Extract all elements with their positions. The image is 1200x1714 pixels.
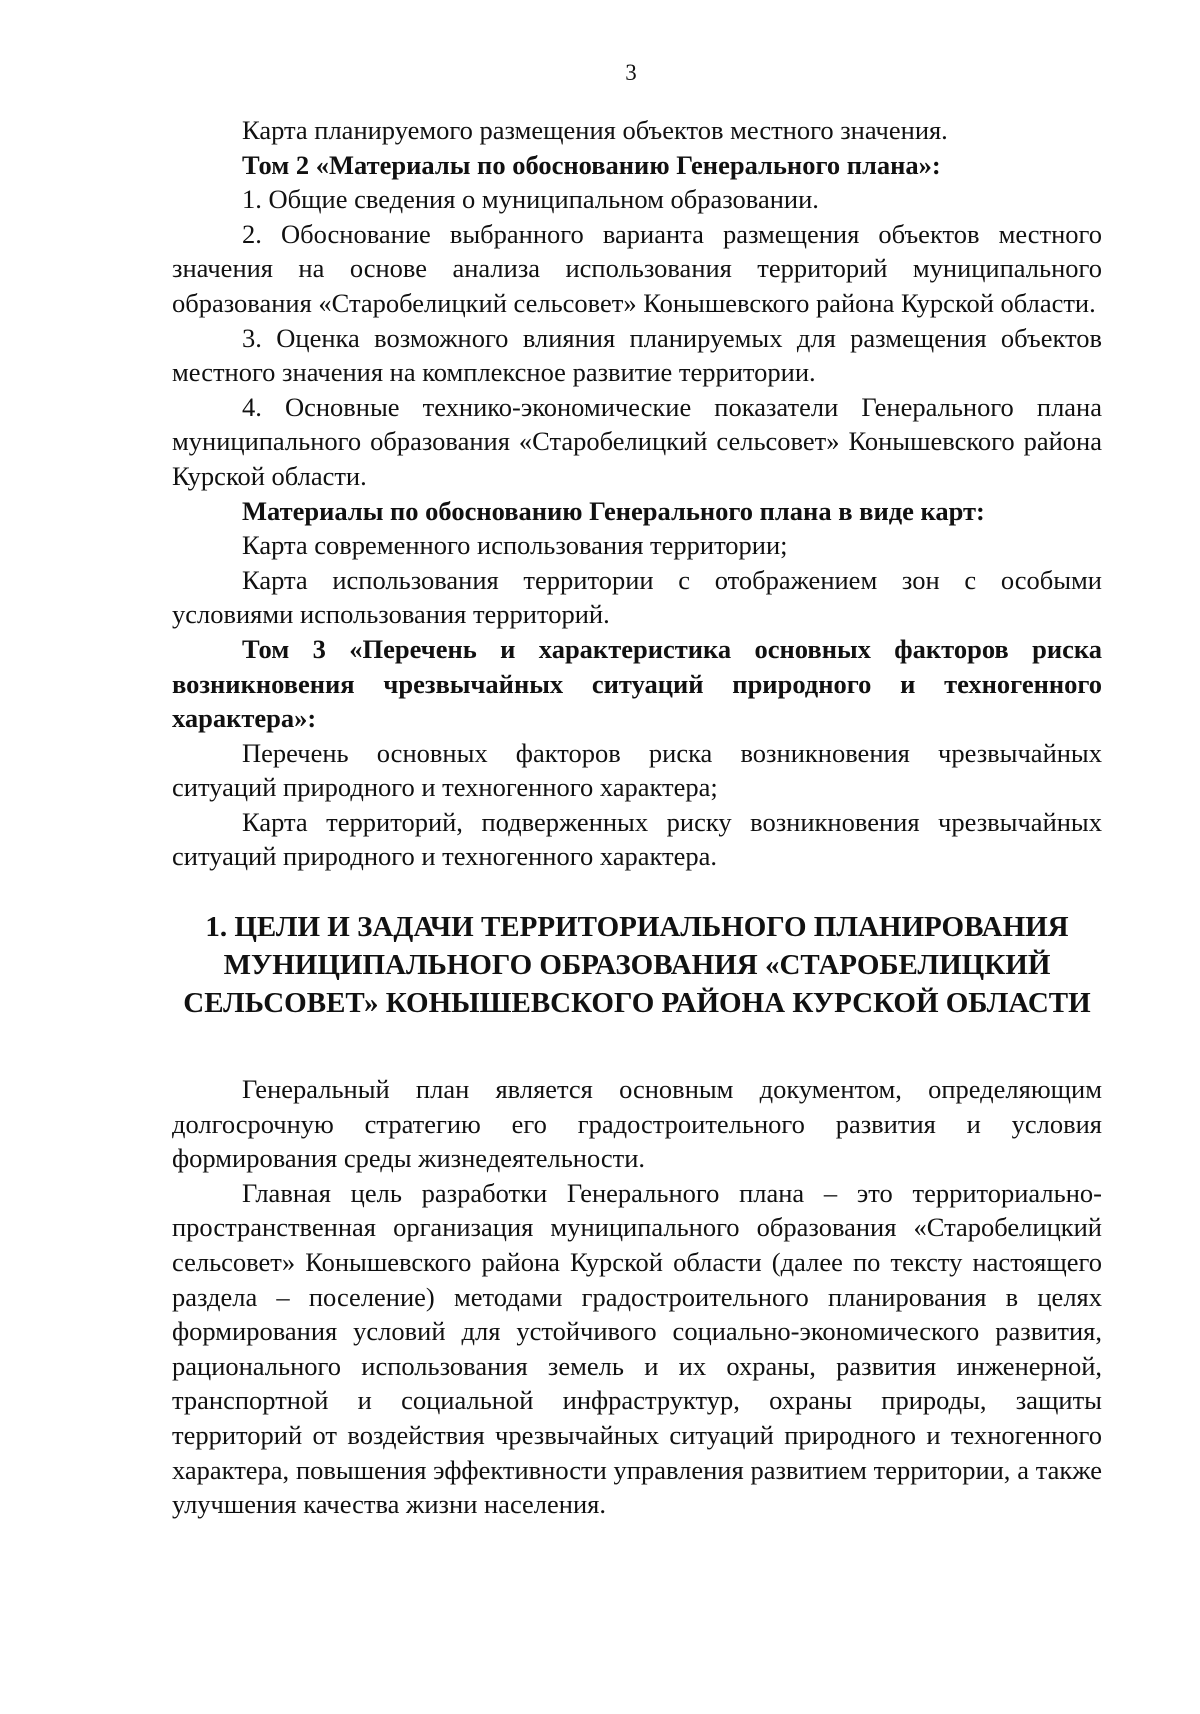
paragraph-map-current-use: Карта современного использования территории;: [242, 530, 788, 561]
maps-materials-heading: Материалы по обоснованию Генерального плана в виде карт:: [242, 495, 985, 526]
page-number: 3: [625, 60, 637, 85]
section-spacer: [172, 1022, 1102, 1072]
paragraph-map-planned-objects: Карта планируемого размещения объектов местного значения.: [242, 115, 948, 145]
section-heading: [172, 908, 1102, 1022]
paragraph-risk-factors-list: Перечень основных факторов риска возникновения чрезвычайных ситуаций природного и техногенного характера;: [172, 737, 1102, 803]
list-item-4: 4. Основные технико-экономические показатели Генерального плана муниципального образования «Старобелицкий сельсовет» Конышевского района Курской области.: [172, 391, 1102, 491]
paragraph-main-goal: Главная цель разработки Генерального плана – это территориально-пространственная организация муниципального образования «Старобелицкий сельсовет» Конышевского района Курской области (далее по тексту настоящего раздела – поселение) методами градостроительного планирования в целях формирования условий для устойчивого социально-экономического развития, рационального использования земель и их охраны, развития инженерной, транспортной и социальной инфраструктур, охраны природы, защиты территорий от воздействия чрезвычайных ситуаций природного и техногенного характера, повышения эффективности управления развитием территории, а также улучшения качества жизни населения.: [172, 1177, 1102, 1520]
volume-2-heading: Том 2 «Материалы по обоснованию Генерального плана»:: [242, 149, 941, 180]
list-item-2: 2. Обоснование выбранного варианта размещения объектов местного значения на основе анализа использования территорий муниципального образования «Старобелицкий сельсовет» Конышевского района Курской области.: [172, 218, 1102, 318]
list-item-1: 1. Общие сведения о муниципальном образовании.: [242, 184, 819, 215]
paragraph-risk-territories-map: Карта территорий, подверженных риску возникновения чрезвычайных ситуаций природного и техногенного характера.: [172, 806, 1102, 872]
list-item-3: 3. Оценка возможного влияния планируемых для размещения объектов местного значения на комплексное развитие территории.: [172, 322, 1102, 388]
section-heading-line-1: 1. ЦЕЛИ И ЗАДАЧИ ТЕРРИТОРИАЛЬНОГО ПЛАНИРОВАНИЯ: [205, 911, 1069, 944]
section-heading-line-2: МУНИЦИПАЛЬНОГО ОБРАЗОВАНИЯ «СТАРОБЕЛИЦКИЙ: [223, 949, 1051, 982]
paragraph-general-plan-definition: Генеральный план является основным документом, определяющим долгосрочную стратегию его градостроительного развития и условия формирования среды жизнедеятельности.: [172, 1074, 1102, 1174]
document-body: [172, 113, 1102, 1522]
section-heading-line-3: СЕЛЬСОВЕТ» КОНЫШЕВСКОГО РАЙОНА КУРСКОЙ ОБЛАСТИ: [183, 987, 1091, 1020]
volume-3-heading: Том 3 «Перечень и характеристика основных факторов риска возникновения чрезвычайных ситуаций природного и техногенного характера»:: [172, 633, 1102, 734]
paragraph-map-special-zones: Карта использования территории с отображением зон с особыми условиями использования территорий.: [172, 564, 1102, 630]
